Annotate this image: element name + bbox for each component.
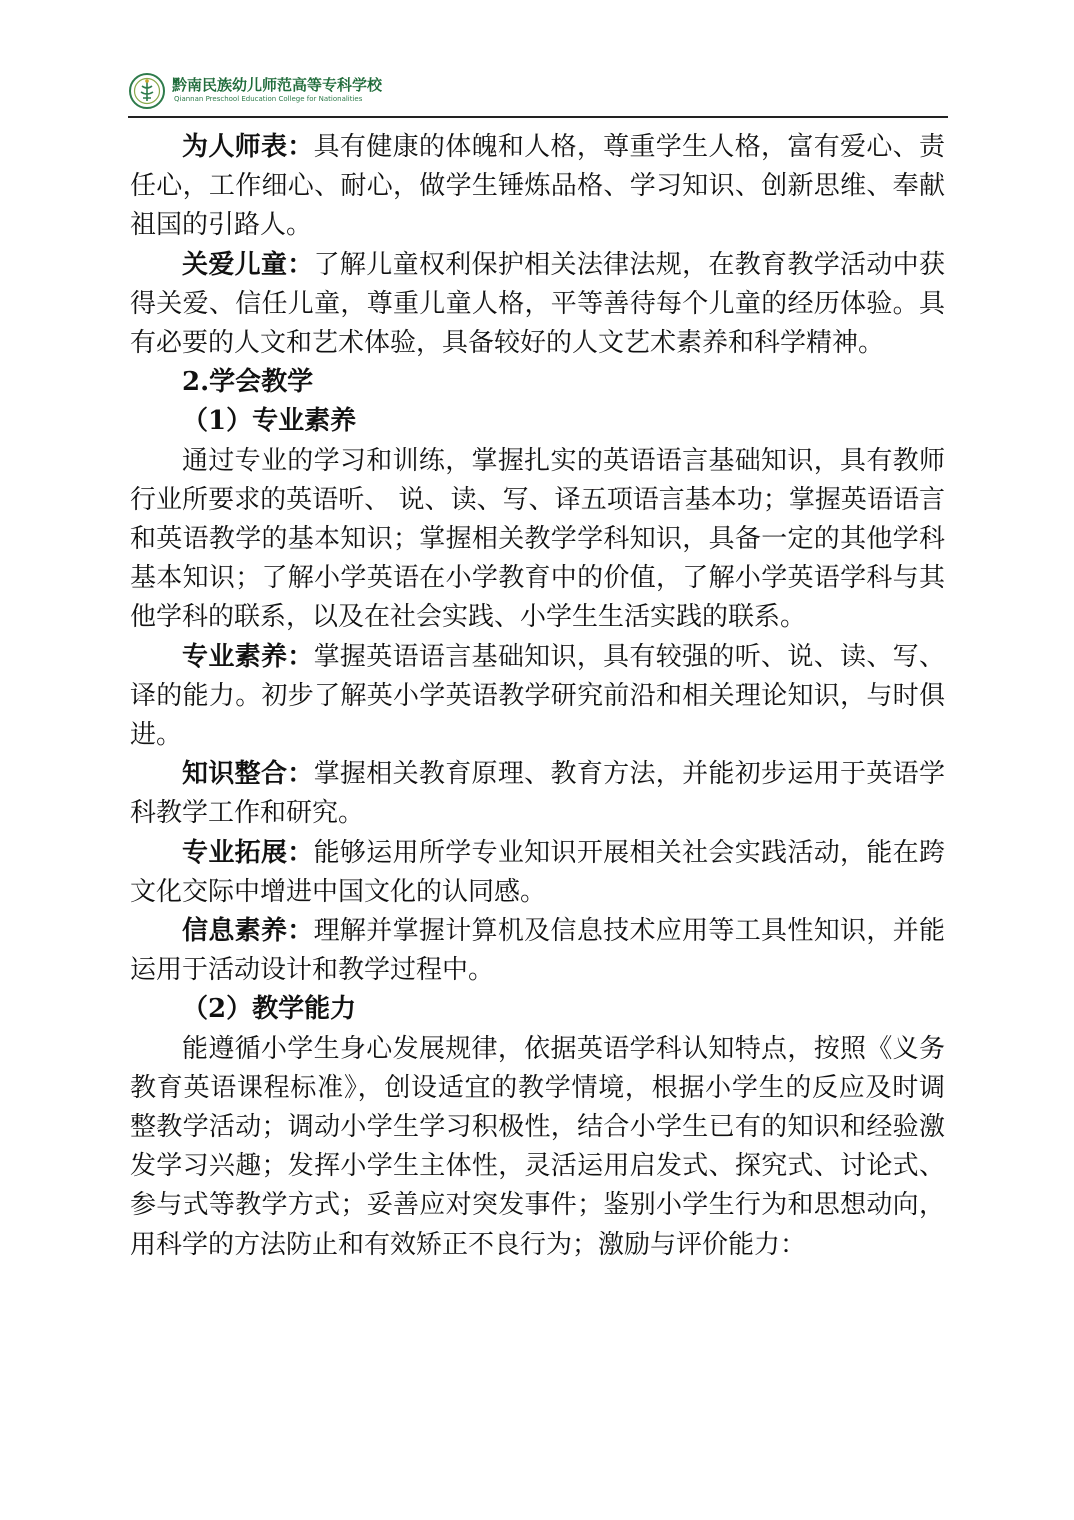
paragraph-role-model — [130, 128, 945, 246]
subsection-heading: （1）专业素养 — [182, 406, 357, 437]
school-emblem-icon — [128, 72, 166, 110]
paragraph-text: 了解儿童权利保护相关法律法规，在教育教学活动中获得关爱、信任儿童，尊重儿童人格，平等善待每个儿童的经历体验。具有必要的人文和艺术体验，具备较好的人文艺术素养和科学精神。 — [130, 249, 945, 359]
section-heading: 2.学会教学 — [182, 367, 314, 398]
paragraph-teaching-ability — [130, 1030, 945, 1265]
paragraph-care-children — [130, 246, 945, 364]
paragraph-professional-study — [130, 442, 945, 638]
paragraph-text: 能遵循小学生身心发展规律，依据英语学科认知特点，按照《义务教育英语课程标准》，创设适宜的教学情境，根据小学生的反应及时调整教学活动；调动小学生学习积极性，结合小学生已有的知识和经验激发学习兴趣；发挥小学生主体性，灵活运用启发式、探究式、讨论式、参与式等教学方式；妥善应对突发事件；鉴别小学生行为和思想动向，用科学的方法防止和有效矫正不良行为；激励与评价能力： — [130, 1033, 945, 1260]
paragraph-text: 掌握英语语言基础知识，具有较强的听、说、读、写、译的能力。初步了解英小学英语教学研究前沿和相关理论知识，与时俱进。 — [130, 641, 945, 751]
paragraph-text: 通过专业的学习和训练，掌握扎实的英语语言基础知识，具有教师行业所要求的英语听、 说、读、写、译五项语言基本功；掌握英语语言和英语教学的基本知识；掌握相关教学学科知识，具备一定的其他学科基本知识；了解小学英语在小学教育中的价值，了解小学英语学科与其他学科的联系，以及在社会实践、小学生生活实践的联系。 — [130, 445, 945, 633]
paragraph-lead: 为人师表： — [182, 132, 314, 162]
paragraph-professional-literacy — [130, 638, 945, 756]
paragraph-lead: 专业素养： — [182, 641, 314, 672]
paragraph-text: 理解并掌握计算机及信息技术应用等工具性知识，并能运用于活动设计和教学过程中。 — [130, 916, 945, 986]
document-body — [130, 128, 945, 1265]
paragraph-text: 掌握相关教育原理、教育方法，并能初步运用于英语学科教学工作和研究。 — [130, 759, 945, 829]
paragraph-information-literacy — [130, 912, 945, 990]
paragraph-lead: 信息素养： — [182, 916, 314, 947]
paragraph-lead: 专业拓展： — [182, 837, 314, 868]
school-name-cn: 黔南民族幼儿师范高等专科学校 — [172, 76, 383, 94]
paragraph-lead: 关爱儿童： — [182, 249, 314, 280]
page-header — [128, 70, 948, 118]
paragraph-text: 能够运用所学专业知识开展相关社会实践活动，能在跨文化交际中增进中国文化的认同感。 — [130, 837, 945, 907]
paragraph-lead: 知识整合： — [182, 759, 314, 790]
school-name-en: Qiannan Preschool Education College for Nationalities — [174, 95, 363, 103]
paragraph-text: 具有健康的体魄和人格，尊重学生人格，富有爱心、责任心，工作细心、耐心，做学生锤炼品格、学习知识、创新思维、奉献祖国的引路人。 — [130, 132, 945, 241]
paragraph-professional-expansion — [130, 834, 945, 912]
paragraph-knowledge-integration — [130, 755, 945, 833]
subsection-heading: （2）教学能力 — [182, 994, 357, 1025]
